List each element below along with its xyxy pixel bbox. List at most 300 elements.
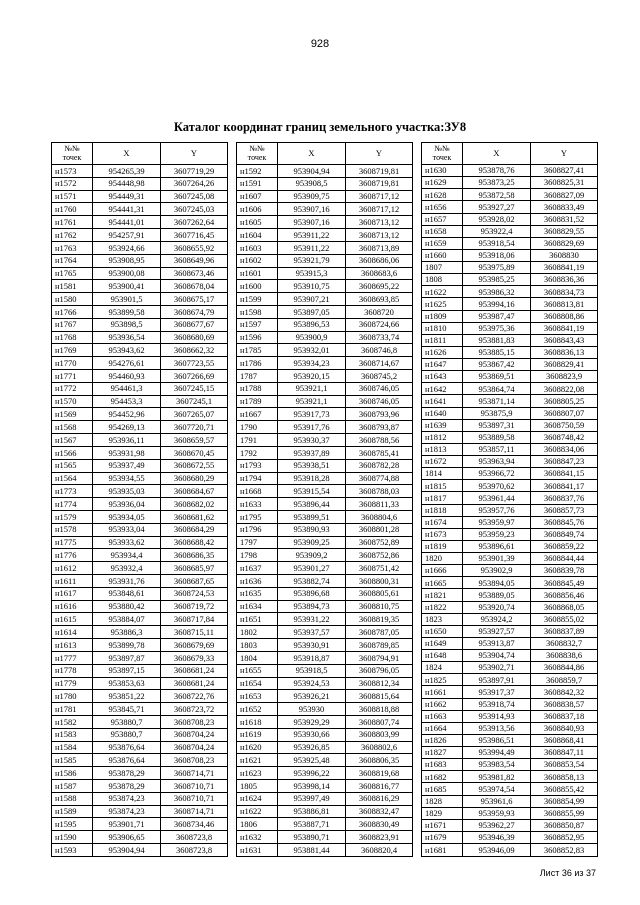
table-row [237,331,413,344]
point-number-cell: 1814 [422,468,463,480]
x-cell: 953853,63 [93,677,161,690]
point-number-cell: н1635 [237,587,278,600]
point-number-cell: н1579 [52,510,93,523]
point-number-cell: н1777 [52,651,93,664]
x-cell: 953987,47 [463,310,531,322]
point-number-cell: н1796 [237,523,278,536]
table-row [52,459,228,472]
table-row [52,370,228,383]
point-number-cell: н1618 [237,715,278,728]
table-row [422,601,598,613]
x-cell: 953918,28 [278,472,346,485]
table-row [52,229,228,242]
point-number-cell: н1667 [237,408,278,421]
x-cell: 953924,66 [93,241,161,254]
point-number-cell: 1791 [237,434,278,447]
table-row [52,190,228,203]
x-cell: 953997,49 [278,792,346,805]
x-cell: 953921,1 [278,395,346,408]
x-cell: 953983,54 [463,759,531,771]
table-row [422,734,598,746]
x-cell: 953922,4 [463,225,531,237]
y-cell: 3608708,23 [161,715,228,728]
y-cell: 3608686,35 [161,549,228,562]
table-row [52,703,228,716]
x-cell: 953929,29 [278,715,346,728]
point-number-cell: н1812 [422,431,463,443]
point-number-cell: н1671 [422,819,463,831]
table-row [237,715,413,728]
table-row [422,844,598,857]
table-row [237,818,413,831]
table-row [422,383,598,395]
table-row [422,310,598,322]
y-cell: 3608836,13 [531,346,598,358]
x-cell: 953907,21 [278,293,346,306]
coordinates-table-3 [421,142,598,857]
y-cell: 3608688,42 [161,536,228,549]
table-row [237,690,413,703]
y-cell: 3608724,53 [161,587,228,600]
point-number-cell: н1631 [237,844,278,857]
catalog-title: Каталог координат границ земельного участка:ЗУ8 [173,120,467,134]
point-number-cell: н1772 [52,382,93,395]
point-number-cell: н1613 [52,639,93,652]
point-number-cell: 1797 [237,536,278,549]
y-cell: 3608820,4 [346,844,413,857]
x-cell: 954276,61 [93,357,161,370]
coordinates-table-1 [51,142,228,857]
point-number-cell: н1779 [52,677,93,690]
point-number-cell: н1660 [422,249,463,261]
point-number-cell: н1650 [422,625,463,637]
point-number-cell: н1780 [52,690,93,703]
y-cell: 3608672,55 [161,459,228,472]
table-row [237,587,413,600]
table-row [52,754,228,767]
y-cell: 3608829,55 [531,225,598,237]
x-cell: 953937,49 [93,459,161,472]
x-cell: 953930,37 [278,434,346,447]
point-number-cell: н1773 [52,485,93,498]
y-cell: 3608710,71 [161,780,228,793]
x-cell: 953986,51 [463,734,531,746]
x-cell: 953887,71 [278,818,346,831]
table-row [237,754,413,767]
x-cell: 953931,76 [93,575,161,588]
point-number-cell: н1619 [237,728,278,741]
x-cell: 953890,71 [278,831,346,844]
y-cell: 3608822,08 [531,383,598,395]
col-header-x: X [278,143,346,165]
x-cell: 953943,62 [93,344,161,357]
y-cell: 3608788,56 [346,434,413,447]
table-row [422,637,598,649]
point-number-cell: н1640 [422,407,463,419]
point-number-cell: н1789 [237,395,278,408]
col-header-y: Y [161,143,228,165]
x-cell: 953884,07 [93,613,161,626]
table-row [237,728,413,741]
x-cell: 953890,93 [278,523,346,536]
point-number-cell: н1673 [422,528,463,540]
y-cell: 3608673,46 [161,267,228,280]
point-number-cell: н1604 [237,229,278,242]
point-number-cell: н1570 [52,395,93,408]
point-number-cell: н1765 [52,267,93,280]
x-cell: 953917,76 [278,421,346,434]
table-row [422,795,598,807]
point-number-cell: н1665 [422,577,463,589]
table-row [422,371,598,383]
x-cell: 953994,49 [463,747,531,759]
point-number-cell: н1658 [422,225,463,237]
y-cell: 3608683,6 [346,267,413,280]
table-row [52,741,228,754]
point-number-cell: н1584 [52,741,93,754]
y-cell: 3608853,54 [531,759,598,771]
table-row [237,844,413,857]
table-row [52,767,228,780]
point-number-cell: н1642 [422,383,463,395]
table-row [237,575,413,588]
y-cell: 3608678,04 [161,280,228,293]
table-row [422,783,598,795]
x-cell: 953900,9 [278,331,346,344]
table-row [237,229,413,242]
table-row [52,472,228,485]
point-number-cell: н1762 [52,229,93,242]
table-row [52,792,228,805]
x-cell: 954448,98 [93,177,161,190]
point-number-cell: н1641 [422,395,463,407]
y-cell: 3608840,93 [531,722,598,734]
x-cell: 953900,41 [93,280,161,293]
y-cell: 3608682,02 [161,498,228,511]
point-number-cell: н1767 [52,318,93,331]
x-cell: 953933,62 [93,536,161,549]
table-row [422,225,598,237]
table-row [422,201,598,213]
table-row [237,677,413,690]
table-row [422,674,598,686]
y-cell: 3608719,81 [346,165,413,178]
table-row [52,728,228,741]
x-cell: 953927,27 [463,201,531,213]
table-row [237,190,413,203]
point-number-cell: н1794 [237,472,278,485]
x-cell: 954461,3 [93,382,161,395]
x-cell: 953936,11 [93,434,161,447]
y-cell: 3608829,69 [531,237,598,249]
table-row [52,587,228,600]
table-row [237,267,413,280]
y-cell: 3608787,05 [346,626,413,639]
y-cell: 3608850,87 [531,819,598,831]
point-number-cell: н1592 [237,165,278,178]
x-cell: 953874,23 [93,792,161,805]
x-cell: 953963,94 [463,456,531,468]
y-cell: 3608680,29 [161,472,228,485]
y-cell: 3608842,32 [531,686,598,698]
point-number-cell: н1793 [237,459,278,472]
table-row [422,698,598,710]
table-row [422,516,598,528]
table-row [52,395,228,408]
x-cell: 953975,89 [463,262,531,274]
table-row [422,274,598,286]
y-cell: 3608830 [531,249,598,261]
table-row [237,498,413,511]
point-number-cell: н1815 [422,480,463,492]
table-row [422,213,598,225]
table-row [237,549,413,562]
point-number-cell: н1666 [422,565,463,577]
point-number-cell: н1662 [422,698,463,710]
x-cell: 953994,16 [463,298,531,310]
y-cell: 3608704,24 [161,741,228,754]
point-number-cell: 1829 [422,807,463,819]
point-number-cell: н1614 [52,626,93,639]
y-cell: 3608805,61 [346,587,413,600]
point-number-cell: н1633 [237,498,278,511]
x-cell: 953845,71 [93,703,161,716]
point-number-cell: н1621 [237,754,278,767]
x-cell: 953934,05 [93,510,161,523]
point-number-cell: н1648 [422,650,463,662]
y-cell: 3608811,33 [346,498,413,511]
table-row [237,357,413,370]
y-cell: 3608796,05 [346,664,413,677]
point-number-cell: н1647 [422,359,463,371]
point-number-cell: н1620 [237,741,278,754]
x-cell: 953901,71 [93,818,161,831]
point-number-cell: н1585 [52,754,93,767]
y-cell: 3607262,64 [161,216,228,229]
x-cell: 954453,3 [93,395,161,408]
point-number-cell: н1656 [422,201,463,213]
point-number-cell: н1768 [52,331,93,344]
y-cell: 3608751,42 [346,562,413,575]
point-number-cell: н1766 [52,305,93,318]
x-cell: 953966,72 [463,468,531,480]
point-number-cell: н1632 [237,831,278,844]
x-cell: 953931,22 [278,613,346,626]
table-row [237,408,413,421]
x-cell: 953915,3 [278,267,346,280]
y-cell: 3608774,88 [346,472,413,485]
point-number-cell: н1628 [422,189,463,201]
table-row [422,298,598,310]
x-cell: 953918,06 [463,249,531,261]
x-cell: 953867,42 [463,359,531,371]
table-row [422,177,598,189]
x-cell: 953898,5 [93,318,161,331]
x-cell: 953918,5 [278,664,346,677]
y-cell: 3608800,31 [346,575,413,588]
point-number-cell: н1622 [422,286,463,298]
table-row [422,686,598,698]
table-row [237,177,413,190]
x-cell: 953873,25 [463,177,531,189]
x-cell: 953930,91 [278,639,346,652]
point-number-cell: н1630 [422,165,463,177]
point-number-cell: н1634 [237,600,278,613]
table-row [422,468,598,480]
y-cell: 3608818,88 [346,703,413,716]
x-cell: 954257,91 [93,229,161,242]
x-cell: 953913,87 [463,637,531,649]
table-row [52,510,228,523]
table-row [422,456,598,468]
y-cell: 3608662,32 [161,344,228,357]
x-cell: 953934,4 [93,549,161,562]
y-cell: 3607245,08 [161,190,228,203]
x-cell: 953934,55 [93,472,161,485]
point-number-cell: 1808 [422,274,463,286]
x-cell: 953986,32 [463,286,531,298]
table-row [422,613,598,625]
table-row [422,165,598,177]
table-row [52,216,228,229]
y-cell: 3608803,99 [346,728,413,741]
point-number-cell: 1806 [237,818,278,831]
x-cell: 953864,74 [463,383,531,395]
y-cell: 3608719,72 [161,600,228,613]
y-cell: 3607716,45 [161,229,228,242]
point-number-cell: н1655 [237,664,278,677]
x-cell: 953872,58 [463,189,531,201]
table-row [237,703,413,716]
y-cell: 3607245,15 [161,382,228,395]
x-cell: 953889,05 [463,589,531,601]
y-cell: 3608793,96 [346,408,413,421]
point-number-cell: н1663 [422,710,463,722]
x-cell: 953909,2 [278,549,346,562]
y-cell: 3608854,99 [531,795,598,807]
table-row [422,710,598,722]
point-number-cell: н1674 [422,516,463,528]
x-cell: 953894,05 [463,577,531,589]
table-row [52,844,228,857]
y-cell: 3608748,42 [531,431,598,443]
point-number-cell: 1807 [422,262,463,274]
y-cell: 3607723,55 [161,357,228,370]
y-cell: 3608681,62 [161,510,228,523]
x-cell: 953871,14 [463,395,531,407]
y-cell: 3608714,71 [161,805,228,818]
point-number-cell: н1659 [422,237,463,249]
y-cell: 3608844,44 [531,553,598,565]
x-cell: 953924,2 [463,613,531,625]
y-cell: 3608655,92 [161,241,228,254]
y-cell: 3608686,06 [346,254,413,267]
y-cell: 3608695,22 [346,280,413,293]
point-number-cell: н1826 [422,734,463,746]
y-cell: 3607245,1 [161,395,228,408]
table-row [52,562,228,575]
point-number-cell: н1587 [52,780,93,793]
x-cell: 953908,5 [278,177,346,190]
point-number-cell: н1636 [237,575,278,588]
point-number-cell: н1651 [237,613,278,626]
table-row [422,346,598,358]
point-number-cell: н1568 [52,421,93,434]
table-row [237,421,413,434]
x-cell: 953961,6 [463,795,531,807]
point-number-cell: н1626 [422,346,463,358]
point-number-cell: 1804 [237,651,278,664]
y-cell: 3608714,71 [161,767,228,780]
x-cell: 953996,22 [278,767,346,780]
table-row [237,600,413,613]
y-cell: 3608745,2 [346,370,413,383]
x-cell: 953901,27 [278,562,346,575]
y-cell: 3608794,91 [346,651,413,664]
x-cell: 953904,74 [463,650,531,662]
y-cell: 3607245,03 [161,203,228,216]
x-cell: 953886,3 [93,626,161,639]
table-row [237,510,413,523]
point-number-cell: н1664 [422,722,463,734]
y-cell: 3608827,09 [531,189,598,201]
x-cell: 953910,75 [278,280,346,293]
coordinate-tables [51,142,594,857]
point-number-cell: н1672 [422,456,463,468]
y-cell: 3608843,43 [531,334,598,346]
y-cell: 3608723,72 [161,703,228,716]
table-row [237,472,413,485]
x-cell: 953897,91 [463,674,531,686]
y-cell: 3608746,05 [346,382,413,395]
point-number-cell: 1798 [237,549,278,562]
y-cell: 3608837,76 [531,492,598,504]
table-row [52,498,228,511]
table-row [422,662,598,674]
point-number-cell: н1580 [52,293,93,306]
y-cell: 3608837,89 [531,625,598,637]
table-row [422,540,598,552]
point-number-cell: н1599 [237,293,278,306]
point-number-cell: н1774 [52,498,93,511]
table-row [422,407,598,419]
y-cell: 3608816,29 [346,792,413,805]
table-row [52,575,228,588]
y-cell: 3608832,7 [531,637,598,649]
point-number-cell: н1591 [237,177,278,190]
point-number-cell: н1679 [422,831,463,843]
table-row [52,305,228,318]
table-row [52,536,228,549]
table-row [237,254,413,267]
x-cell: 953930,66 [278,728,346,741]
table-row [237,562,413,575]
y-cell: 3608710,71 [161,792,228,805]
col-header-point-number: №№ точек [422,143,463,165]
point-number-cell: н1565 [52,459,93,472]
point-number-cell: н1617 [52,587,93,600]
x-cell: 953935,03 [93,485,161,498]
y-cell: 3608868,05 [531,601,598,613]
y-cell: 3608833,49 [531,201,598,213]
table-row [52,177,228,190]
table-row [237,241,413,254]
y-cell: 3608812,34 [346,677,413,690]
y-cell: 3608687,65 [161,575,228,588]
y-cell: 3608782,28 [346,459,413,472]
y-cell: 3608684,29 [161,523,228,536]
table-row [237,203,413,216]
